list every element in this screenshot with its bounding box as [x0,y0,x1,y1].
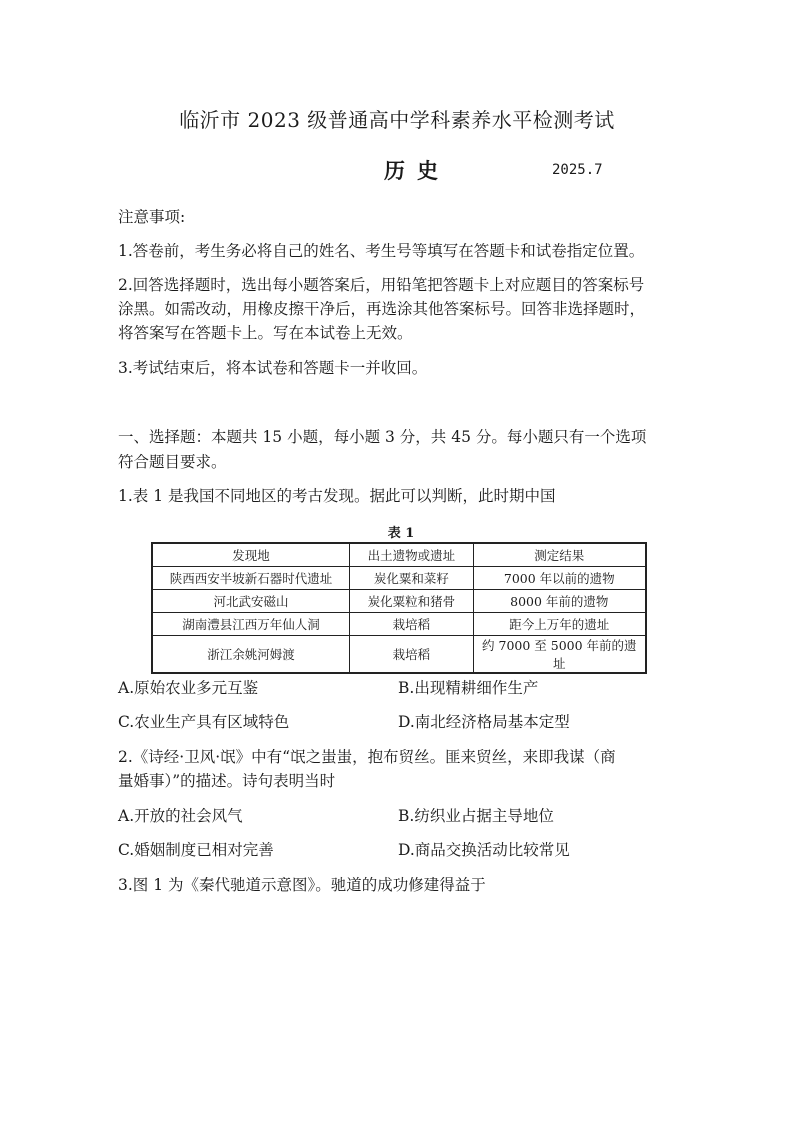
q1-option-a: A.原始农业多元互鉴 [118,679,259,697]
q1-option-d: D.南北经济格局基本定型 [398,713,570,731]
table-cell: 8000 年前的遗物 [473,590,646,613]
section-intro: 一、选择题：本题共 15 小题，每小题 3 分，共 45 分。每小题只有一个选项 [118,428,647,446]
notice-heading: 注意事项: [118,208,186,226]
table-row [152,590,646,613]
table-cell: 湖南澧县江西万年仙人洞 [152,613,350,636]
q1-option-b: B.出现精耕细作生产 [398,679,539,697]
notice-item-2-cont: 涂黑。如需改动，用橡皮擦干净后，再选涂其他答案标号。回答非选择题时， [118,300,646,318]
subject-title: 历史 [384,158,450,183]
table-header: 测定结果 [473,543,646,567]
table-cell: 距今上万年的遗址 [473,613,646,636]
table-cell: 陕西西安半坡新石器时代遗址 [152,567,350,590]
notice-item-1: 1.答卷前，考生务必将自己的姓名、考生号等填写在答题卡和试卷指定位置。 [118,242,645,260]
exam-date: 2025.7 [552,162,603,178]
q1-option-c: C.农业生产具有区域特色 [118,713,290,731]
table-cell: 约 7000 至 5000 年前的遗址 [473,636,646,674]
table-caption: 表 1 [387,526,415,541]
table-cell: 炭化粟和菜籽 [350,567,474,590]
table-cell: 7000 年以前的遗物 [473,567,646,590]
table-cell: 河北武安磁山 [152,590,350,613]
q2-option-c: C.婚姻制度已相对完善 [118,841,274,859]
table-header: 发现地 [152,543,350,567]
table-header-row [152,543,646,567]
notice-item-3: 3.考试结束后，将本试卷和答题卡一并收回。 [118,359,428,377]
table-cell: 栽培稻 [350,613,474,636]
table-cell: 浙江余姚河姆渡 [152,636,350,674]
question-2-stem-cont: 量婚事）”的描述。诗句表明当时 [118,772,336,790]
q2-option-d: D.商品交换活动比较常见 [398,841,570,859]
q2-option-b: B.纺织业占据主导地位 [398,807,554,825]
question-2-stem: 2.《诗经·卫风·氓》中有“氓之蚩蚩，抱布贸丝。匪来贸丝，来即我谋（商 [118,748,616,766]
exam-title: 临沂市 2023 级普通高中学科素养水平检测考试 [179,108,615,132]
table-cell: 栽培稻 [350,636,474,674]
table-row [152,567,646,590]
section-intro-cont: 符合题目要求。 [118,453,227,471]
table-cell: 炭化粟粒和猪骨 [350,590,474,613]
question-1-stem: 1.表 1 是我国不同地区的考古发现。据此可以判断，此时期中国 [118,487,556,505]
table-row [152,636,646,674]
notice-item-2: 2.回答选择题时，选出每小题答案后，用铅笔把答题卡上对应题目的答案标号 [118,276,645,294]
question-3-stem: 3.图 1 为《秦代驰道示意图》。驰道的成功修建得益于 [118,876,486,894]
table-row [152,613,646,636]
table-header: 出土遗物或遗址 [350,543,474,567]
archaeology-table [151,542,647,674]
notice-item-2-cont2: 将答案写在答题卡上。写在本试卷上无效。 [118,324,413,342]
q2-option-a: A.开放的社会风气 [118,807,243,825]
